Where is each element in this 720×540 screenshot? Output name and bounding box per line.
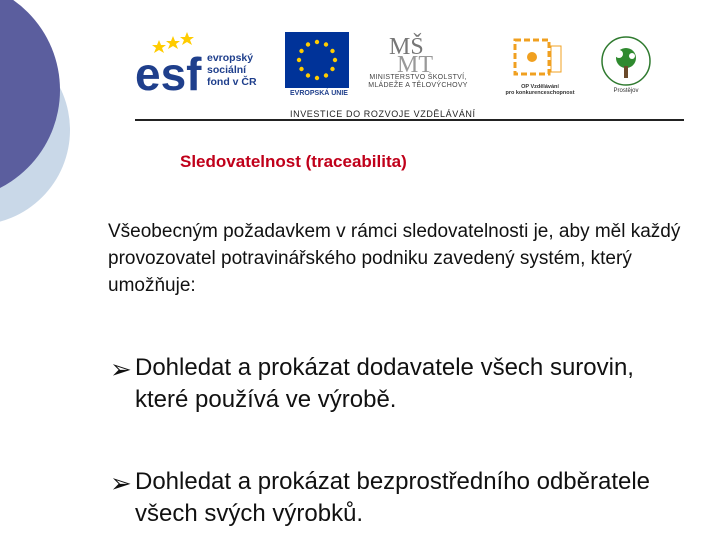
bullet-item: Dohledat a prokázat bezprostředního odběratele všech svých výrobků. <box>135 468 651 527</box>
op-label-line: pro konkurenceschopnost <box>505 90 575 96</box>
esf-logo <box>135 32 273 94</box>
bullet-arrow-icon: ➢ <box>110 468 132 498</box>
school-label: Prostějov <box>613 88 639 94</box>
eu-flag-icon <box>285 32 349 88</box>
intro-paragraph: Všeobecným požadavkem v rámci sledovatelnosti je, aby měl každý provozovatel potravinářského podniku zavedený systém, který umožňuje: <box>108 221 681 296</box>
slide-decoration <box>0 0 70 240</box>
op-logo <box>505 36 575 100</box>
svg-text:MŠ: MŠ <box>389 34 424 60</box>
bullet-item: Dohledat a prokázat dodavatele všech surovin, které používá ve výrobě. <box>135 354 634 413</box>
esf-text <box>207 52 257 88</box>
msmt-label-line: MLÁDEŽE A TĚLOVÝCHOVY <box>368 82 468 89</box>
bullet-arrow-icon: ➢ <box>110 354 132 384</box>
svg-text:esf: esf <box>135 48 202 94</box>
msmt-emblem-icon <box>353 32 483 74</box>
slide-title: Sledovatelnost (traceabilita) <box>180 152 407 171</box>
esf-emblem-icon <box>135 32 205 94</box>
msmt-logo <box>353 32 483 98</box>
esf-text-line: evropský <box>207 52 254 64</box>
esf-text-line: sociální <box>207 64 247 76</box>
banner-text: INVESTICE DO ROZVOJE VZDĚLÁVÁNÍ <box>290 109 476 119</box>
op-emblem-icon <box>505 36 575 82</box>
op-label-line: OP Vzdělávání <box>521 84 559 90</box>
school-emblem-icon <box>595 34 657 88</box>
eu-logo <box>285 32 349 97</box>
svg-text:MT: MT <box>397 52 433 74</box>
esf-text-line: fond v ČR <box>207 76 257 88</box>
msmt-label-line: MINISTERSTVO ŠKOLSTVÍ, <box>369 74 467 81</box>
msmt-label <box>353 74 483 90</box>
header-divider <box>135 119 684 121</box>
school-logo <box>595 34 657 100</box>
op-label <box>505 84 575 96</box>
eu-label: EVROPSKÁ UNIE <box>290 90 348 97</box>
